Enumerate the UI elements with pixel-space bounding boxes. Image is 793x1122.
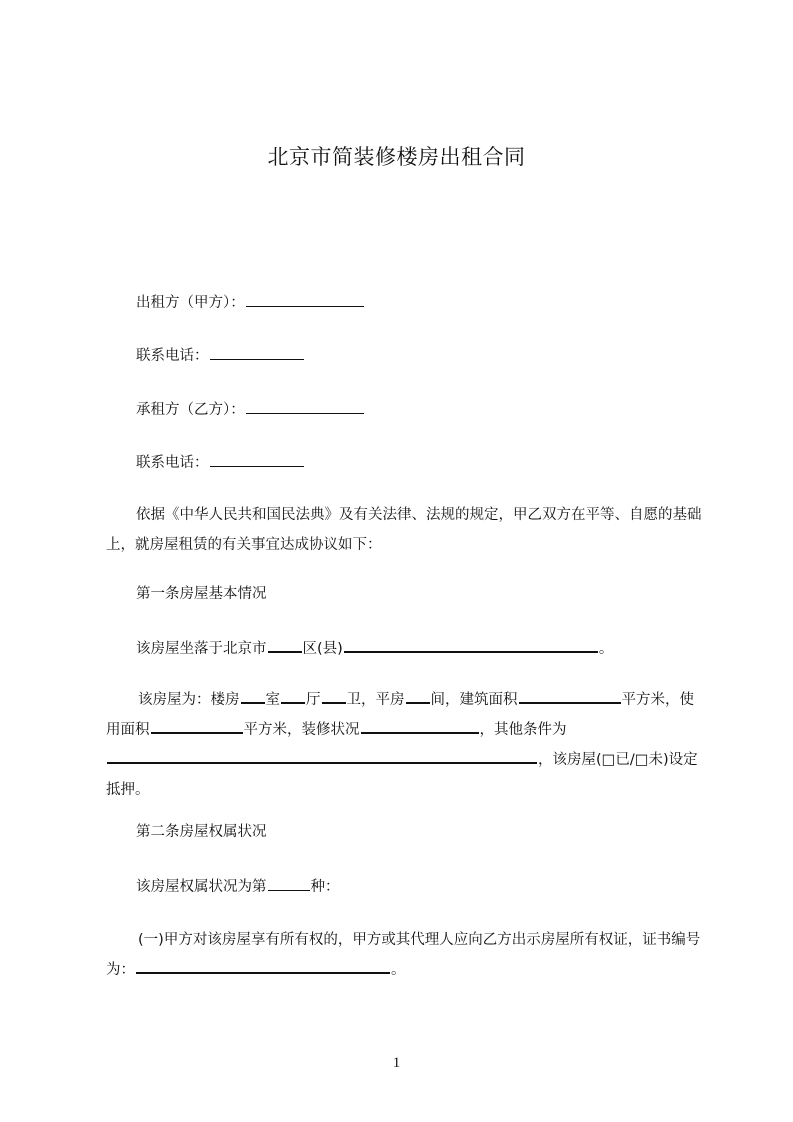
- item1-text: (一)甲方对该房屋享有所有权的，甲方或其代理人应向乙方出示房屋所有权证，证书编号为：: [106, 932, 701, 978]
- article1-heading: 第一条房屋基本情况: [136, 586, 267, 602]
- article2-heading: 第二条房屋权属状况: [136, 824, 267, 840]
- desc-c: 厅: [306, 692, 321, 708]
- location-end: 。: [598, 641, 614, 657]
- building-area-blank[interactable]: [519, 689, 621, 704]
- lessor-line: [136, 292, 365, 313]
- lessee-phone-line: [136, 452, 305, 473]
- location-line: [136, 638, 613, 659]
- address-blank[interactable]: [344, 638, 598, 653]
- location-district: 区(县): [302, 641, 343, 657]
- desc-d: 卫，平房: [346, 692, 405, 708]
- status-prefix: 该房屋权属状况为第: [136, 879, 267, 895]
- ownership-item-1: [106, 925, 702, 985]
- lessee-label: 承租方（乙方）：: [136, 402, 245, 418]
- document-title: 北京市简装修楼房出租合同: [267, 145, 526, 169]
- other-conditions-blank[interactable]: [107, 749, 537, 764]
- district-blank[interactable]: [268, 638, 302, 653]
- ownership-status-line: [136, 876, 340, 897]
- item1-end: 。: [391, 962, 406, 978]
- location-prefix: 该房屋坐落于北京市: [136, 641, 267, 657]
- option-yes: 已/: [615, 752, 635, 768]
- option-no: 未: [648, 752, 663, 768]
- lessor-phone-blank[interactable]: [210, 345, 304, 360]
- certificate-number-blank[interactable]: [136, 959, 390, 974]
- halls-blank[interactable]: [281, 689, 305, 704]
- page-number: 1: [392, 1055, 401, 1071]
- baths-blank[interactable]: [322, 689, 346, 704]
- usable-area-blank[interactable]: [151, 719, 243, 734]
- desc-b: 室: [265, 692, 280, 708]
- lessee-line: [136, 399, 365, 420]
- desc-e: 间，建筑面积: [430, 692, 518, 708]
- desc-j: )设定抵押。: [106, 752, 698, 798]
- desc-a: 该房屋为：楼房: [138, 692, 240, 708]
- desc-g: 平方米，装修状况: [243, 722, 360, 738]
- lessee-blank[interactable]: [246, 399, 364, 414]
- lessor-blank[interactable]: [246, 292, 364, 307]
- lessee-phone-blank[interactable]: [210, 452, 304, 467]
- lessor-phone-label: 联系电话：: [136, 348, 209, 364]
- desc-f: 平方米，使用面积: [106, 692, 694, 738]
- decoration-blank[interactable]: [361, 719, 479, 734]
- house-description: [106, 685, 702, 805]
- intro-paragraph: [106, 500, 702, 560]
- lessee-phone-label: 联系电话：: [136, 455, 209, 471]
- status-blank[interactable]: [268, 876, 310, 891]
- lessor-label: 出租方（甲方）：: [136, 295, 245, 311]
- desc-i: ，该房屋(: [538, 752, 602, 768]
- lessor-phone-line: [136, 345, 305, 366]
- desc-h: ，其他条件为: [479, 722, 567, 738]
- status-suffix: 种：: [310, 879, 340, 895]
- bungalow-rooms-blank[interactable]: [406, 689, 430, 704]
- rooms-blank[interactable]: [241, 689, 265, 704]
- mortgaged-checkbox[interactable]: □: [601, 752, 616, 768]
- not-mortgaged-checkbox[interactable]: □: [634, 752, 649, 768]
- intro-text: 依据《中华人民共和国民法典》及有关法律、法规的规定，甲乙双方在平等、自愿的基础上，就房屋租赁的有关事宜达成协议如下：: [106, 507, 702, 553]
